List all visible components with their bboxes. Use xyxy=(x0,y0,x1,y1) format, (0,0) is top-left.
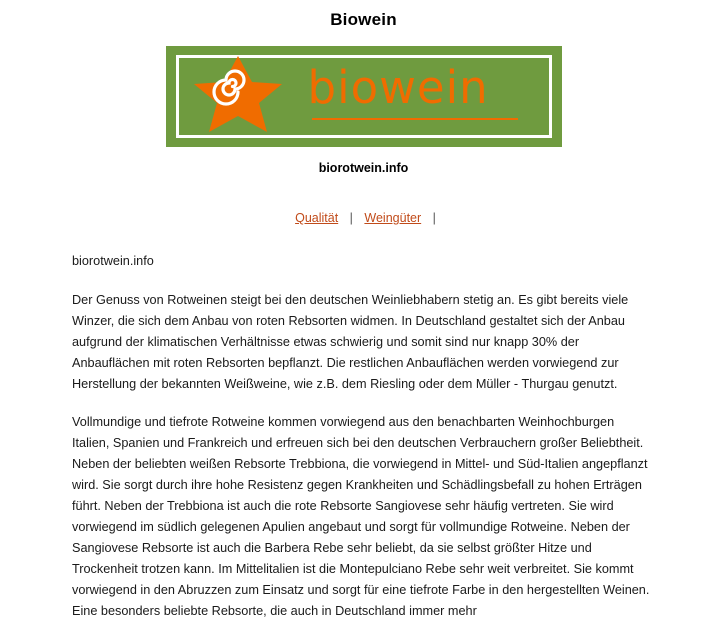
article-paragraph-2: Vollmundige und tiefrote Rotweine kommen vorwiegend aus den benachbarten Weinhochburgen Italien, Spanien und Frankreich und erfreuen sich bei den deutschen Verbrauchern großer Beliebtheit. Neben der beliebten weißen Rebsorte Trebbiona, die vorwiegend in Mittel- und Süd-Italien angepflanzt wird. Sie sorgt durch ihre hohe Resistenz gegen Krankheiten und Schädlingsbefall zu hohen Erträgen führt. Neben der Trebbiona ist auch die rote Rebsorte Sangiovese sehr häufig vertreten. Sie wird vorwiegend im südlich gelegenen Apulien angebaut und sorgt für vollmundige Rotweine. Neben der Sangiovese Rebsorte ist auch die Barbera Rebe sehr beliebt, da sie selbst größter Hitze und Trockenheit trotzen kann. Im Mittelitalien ist die Montepulciano Rebe sehr weit verbreitet. Sie kommt vorwiegend in den Abruzzen zum Einsatz und sorgt für eine tiefrote Farbe in den hergestellten Weinen. Eine besonders beliebte Rebsorte, die auch in Deutschland immer mehr xyxy=(72,415,650,618)
page-title: Biowein xyxy=(330,10,397,29)
logo-underline xyxy=(312,118,518,120)
article-paragraph-1: Der Genuss von Rotweinen steigt bei den deutschen Weinliebhabern stetig an. Es gibt bereits viele Winzer, die sich dem Anbau von roten Rebsorten widmen. In Deutschland gestaltet sich der Anbau aufgrund der klimatischen Verhältnisse etwas schwierig und somit sind nur knapp 30% der Anbauflächen mit roten Rebsorten bepflanzt. Die restlichen Anbauflächen werden vorwiegend zur Herstellung der bekannten Weißweine, wie z.B. dem Riesling oder dem Müller - Thurgau genutzt. xyxy=(72,293,629,391)
nav-link-weingueter[interactable]: Weingüter xyxy=(364,211,422,225)
nav-link-qualitaet[interactable]: Qualität xyxy=(295,211,339,225)
logo-background xyxy=(166,46,562,147)
star-snail-icon xyxy=(184,56,292,138)
logo-banner xyxy=(166,46,562,147)
main-navigation xyxy=(0,211,727,225)
article-body xyxy=(72,251,655,622)
nav-separator-2: | xyxy=(432,211,436,225)
article-lead: biorotwein.info xyxy=(72,254,154,268)
logo-wordmark: biowein xyxy=(307,61,489,114)
site-name: biorotwein.info xyxy=(318,161,409,175)
nav-separator-1: | xyxy=(349,211,353,225)
page-root xyxy=(0,10,727,622)
